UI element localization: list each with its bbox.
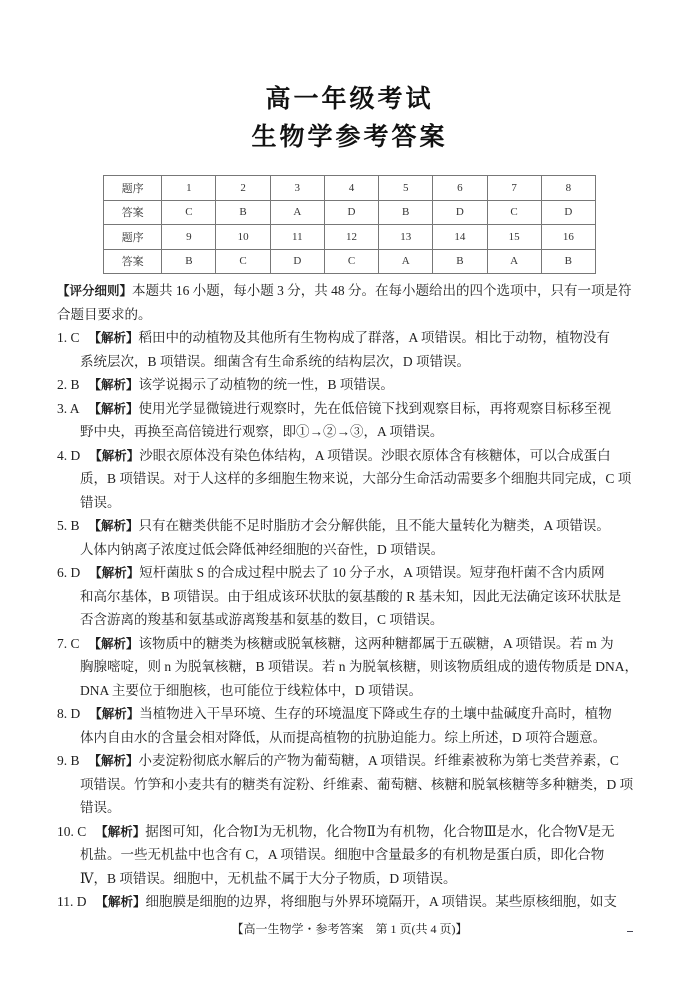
answer-item-first-line	[57, 397, 657, 420]
table-cell: D	[324, 200, 378, 225]
answer-item-first-line	[57, 561, 657, 584]
page-footer: 【高一生物学・参考答案 第 1 页(共 4 页)】	[231, 922, 468, 936]
analysis-tag: 【解析】	[88, 377, 139, 392]
analysis-tag: 【解析】	[88, 518, 139, 533]
corner-mark	[627, 931, 633, 932]
table-cell: B	[162, 249, 216, 274]
exam-title: 高一年级考试	[265, 84, 434, 113]
analysis-tag: 【解析】	[95, 823, 146, 839]
explanation-line: 和高尔基体，B 项错误。由于组成该环状肽的氨基酸的 R 基未知，因此无法确定该环状肽是	[80, 588, 622, 604]
table-cell: A	[487, 249, 541, 274]
question-number: 5. B	[57, 518, 80, 533]
answer-item-first-line	[57, 373, 657, 396]
table-cell: 7	[487, 176, 541, 201]
table-cell: A	[379, 249, 433, 274]
explanation-line: 质，B 项错误。对于人这样的多细胞生物来说，大部分生命活动需要多个细胞共同完成，C 项	[80, 471, 632, 486]
analysis-tag: 【解析】	[89, 565, 140, 580]
table-row	[104, 249, 596, 274]
table-cell: C	[487, 200, 541, 225]
explanation-line: 该学说揭示了动植物的统一性，B 项错误。	[138, 377, 394, 392]
answer-item-first-line	[57, 514, 657, 537]
table-cell: B	[433, 249, 487, 274]
question-number: 9. B	[57, 753, 80, 768]
question-number: 11. D	[57, 894, 87, 909]
grading-rule-tag: 【评分细则】	[57, 283, 133, 298]
explanation-line: 错误。	[80, 494, 121, 510]
answer-key-title: 生物学参考答案	[251, 122, 448, 151]
analysis-tag: 【解析】	[88, 400, 139, 416]
table-row	[104, 176, 596, 201]
table-cell: 2	[216, 176, 270, 201]
explanation-line: 沙眼衣原体没有染色体结构，A 项错误。沙眼衣原体含有核糖体，可以合成蛋白	[139, 447, 611, 463]
question-number: 10. C	[57, 823, 87, 839]
explanation-line: 机盐。一些无机盐中也含有 C，A 项错误。细胞中含量最多的有机物是蛋白质，即化合物	[80, 847, 605, 862]
explanation-line: 据图可知，化合物Ⅰ为无机物，化合物Ⅱ为有机物，化合物Ⅲ是水，化合物Ⅴ是无	[145, 823, 615, 839]
table-cell: 12	[324, 225, 378, 250]
question-number: 3. A	[57, 400, 80, 416]
explanation-line: 胸腺嘧啶，则 n 为脱氧核糖，B 项错误。若 n 为脱氧核糖，则该物质组成的遗传物质是 DNA，	[80, 659, 639, 674]
explanation-line: 只有在糖类供能不足时脂肪才会分解供能，且不能大量转化为糖类，A 项错误。	[138, 518, 610, 533]
explanation-line: Ⅳ，B 项错误。细胞中，无机盐不属于大分子物质，D 项错误。	[80, 870, 457, 886]
explanation-line: 人体内钠离子浓度过低会降低神经细胞的兴奋性，D 项错误。	[80, 541, 445, 557]
table-cell: C	[162, 200, 216, 225]
answer-table	[103, 175, 596, 274]
question-number: 4. D	[57, 447, 81, 463]
analysis-tag: 【解析】	[89, 447, 140, 463]
table-cell: 13	[379, 225, 433, 250]
table-cell: 9	[162, 225, 216, 250]
row-label: 答案	[104, 200, 162, 225]
explanation-line: 野中央，再换至高倍镜进行观察，即①→②→③，A 项错误。	[80, 424, 444, 439]
grading-rule-line: 合题目要求的。	[57, 306, 152, 322]
question-number: 7. C	[57, 635, 80, 651]
answer-item-first-line	[57, 749, 657, 772]
table-cell: 3	[270, 176, 324, 201]
table-cell: C	[216, 249, 270, 274]
analysis-tag: 【解析】	[95, 894, 146, 909]
table-cell: 16	[541, 225, 595, 250]
table-cell: 5	[379, 176, 433, 201]
answer-item-first-line	[57, 702, 657, 725]
table-cell: B	[216, 200, 270, 225]
table-cell: D	[541, 200, 595, 225]
table-cell: 11	[270, 225, 324, 250]
table-row	[104, 225, 596, 250]
table-cell: A	[270, 200, 324, 225]
explanation-line: 短杆菌肽 S 的合成过程中脱去了 10 分子水，A 项错误。短芽孢杆菌不含内质网	[139, 565, 605, 580]
table-cell: C	[324, 249, 378, 274]
answer-item-first-line	[57, 444, 657, 467]
explanation-line: 系统层次，B 项错误。细菌含有生命系统的结构层次，D 项错误。	[80, 353, 471, 369]
table-cell: 14	[433, 225, 487, 250]
explanation-line: 细胞膜是细胞的边界，将细胞与外界环境隔开，A 项错误。某些原核细胞，如支	[145, 894, 617, 909]
answer-item-first-line	[57, 326, 657, 349]
table-cell: D	[433, 200, 487, 225]
grading-rule-line: 本题共 16 小题，每小题 3 分，共 48 分。在每小题给出的四个选项中，只有一项是符	[132, 283, 632, 298]
explanation-line: 该物质中的糖类为核糖或脱氧核糖，这两种糖都属于五碳糖，A 项错误。若 m 为	[138, 635, 614, 651]
question-number: 8. D	[57, 706, 81, 721]
table-cell: B	[379, 200, 433, 225]
analysis-tag: 【解析】	[88, 330, 139, 345]
explanation-line: 当植物进入干旱环境、生存的环境温度下降或生存的土壤中盐碱度升高时，植物	[139, 706, 612, 721]
analysis-tag: 【解析】	[89, 706, 140, 721]
question-number: 6. D	[57, 565, 81, 580]
table-cell: D	[270, 249, 324, 274]
explanation-line: 体内自由水的含量会相对降低，从而提高植物的抗胁迫能力。综上所述，D 项符合题意。	[80, 729, 607, 745]
question-number: 1. C	[57, 330, 80, 345]
analysis-tag: 【解析】	[88, 753, 139, 768]
explanation-line: 使用光学显微镜进行观察时，先在低倍镜下找到观察目标，再将观察目标移至视	[138, 400, 612, 416]
table-cell: 8	[541, 176, 595, 201]
row-label: 答案	[104, 249, 162, 274]
question-number: 2. B	[57, 377, 80, 392]
table-cell: 6	[433, 176, 487, 201]
table-cell: 4	[324, 176, 378, 201]
explanation-line: 项错误。竹笋和小麦共有的糖类有淀粉、纤维素、葡萄糖、核糖和脱氧核糖等多种糖类，D 项	[80, 776, 634, 792]
row-label: 题序	[104, 176, 162, 201]
explanation-line: 否含游离的羧基和氨基或游离羧基和氨基的数目，C 项错误。	[80, 612, 444, 627]
table-cell: 10	[216, 225, 270, 250]
explanation-line: 稻田中的动植物及其他所有生物构成了群落，A 项错误。相比于动物，植物没有	[138, 330, 610, 345]
table-row	[104, 200, 596, 225]
table-cell: 15	[487, 225, 541, 250]
answer-item-first-line	[57, 632, 657, 655]
table-cell: 1	[162, 176, 216, 201]
explanation-line: DNA 主要位于细胞核，也可能位于线粒体中，D 项错误。	[80, 682, 423, 698]
grading-rule	[57, 279, 657, 302]
answer-item-first-line	[57, 820, 657, 843]
row-label: 题序	[104, 225, 162, 250]
answer-item-first-line	[57, 890, 657, 913]
analysis-tag: 【解析】	[88, 635, 139, 651]
explanation-line: 错误。	[80, 800, 121, 815]
table-cell: B	[541, 249, 595, 274]
explanation-line: 小麦淀粉彻底水解后的产物为葡萄糖，A 项错误。纤维素被称为第七类营养素，C	[138, 753, 619, 768]
